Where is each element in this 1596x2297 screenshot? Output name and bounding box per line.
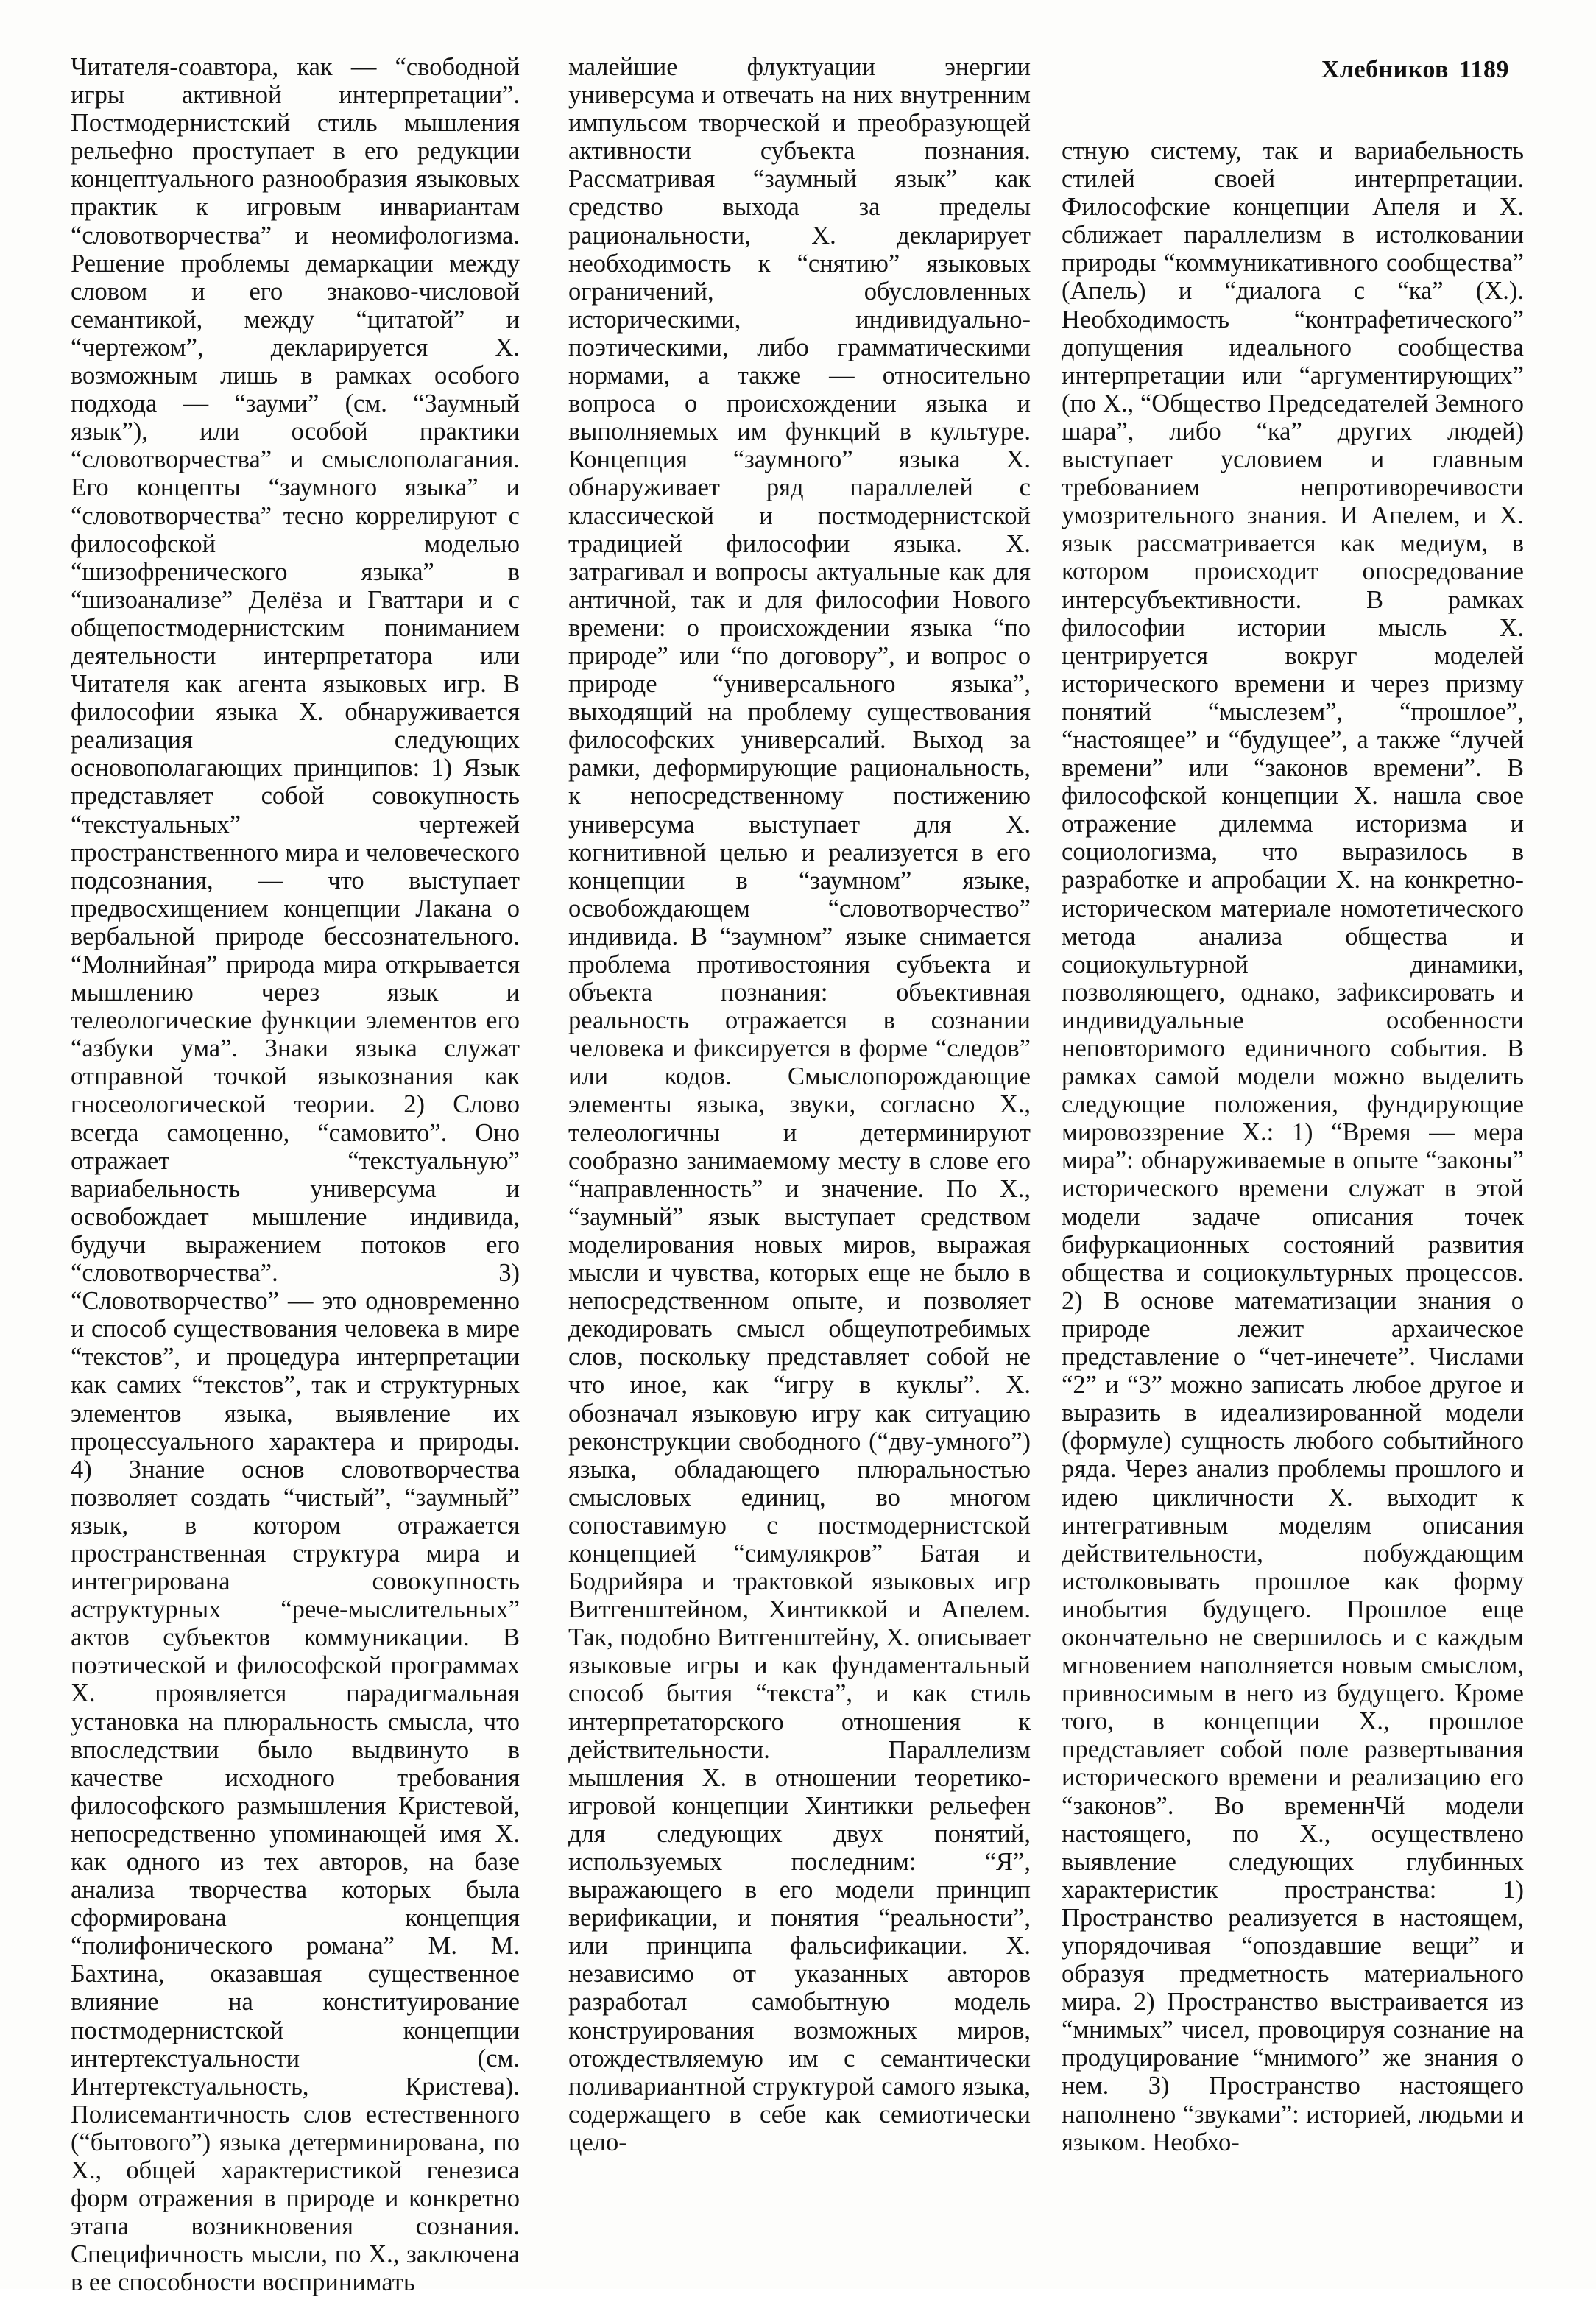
text-column-middle <box>568 53 1031 2156</box>
running-head <box>1321 56 1509 84</box>
column-text: Читателя-соавтора, как — “свободной игры активной интерпретации”. Постмодернистский стиль мышления рельефно проступает в его редукции концептуального разнообразия языковых практик к игровым инвариантам “словотворчества” и неомифологизма. Решение проблемы демаркации между словом и его знаково-числовой семантикой, между “цитатой” и “чертежом”, декларируется Х. возможным лишь в рамках особого подхода — “зауми” (см. “Заумный язык”), или особой практики “словотворчества” и смыслополагания. Его концепты “заумного языка” и “словотворчества” тесно коррелируют с философской моделью “шизофренического языка” в “шизоанализе” Делёза и Гваттари и с общепостмодернистским пониманием деятельности интерпретатора или Читателя как агента языковых игр. В философии языка Х. обнаруживается реализация следующих основополагающих принципов: 1) Язык представляет собой совокупность “текстуальных” чертежей пространственного мира и человеческого подсознания, — что выступает предвосхищением концепции Лакана о вербальной природе бессознательного. “Молнийная” природа мира открывается мышлению через язык и телеологические функции элементов его “азбуки ума”. Знаки языка служат отправной точкой языкознания как гносеологической теории. 2) Слово всегда самоценно, “самовито”. Оно отражает “текстуальную” вариабельность универсума и освобождает мышление индивида, будучи выражением потоков его “словотворчества”. 3) “Словотворчество” — это одновременно и способ существования человека в мире “текстов”, и процедура интерпретации как самих “текстов”, так и структурных элементов языка, выявление их процессуального характера и природы. 4) Знание основ словотворчества позволяет создать “чистый”, “заумный” язык, в котором отражается пространственная структура мира и интегрирована совокупность аструктурных “рече-мыслительных” актов субъектов коммуникации. В поэтической и философской программах Х. проявляется парадигмальная установка на плюральность смысла, что впоследствии было выдвинуто в качестве исходного требования философского размышления Кристевой, непосредственно упоминающей имя Х. как одного из тех авторов, на базе анализа творчества которых была сформирована концепция “полифонического романа” М. М. Бахтина, оказавшая существенное влияние на конституирование постмодернистской концепции интертекстуальности (см. Интертекстуальность, Кристева). Полисемантичность слов естественного (“бытового”) языка детерминирована, по Х., общей характеристикой генезиса форм отражения в природе и конкретно этапа возникновения сознания. Специфичность мысли, по Х., заключена в ее способности воспринимать <box>71 53 520 2297</box>
column-text: малейшие флуктуации энергии универсума и отвечать на них внутренним импульсом творческой и преобразующей активности субъекта познания. Рассматривая “заумный язык” как средство выхода за пределы рациональности, Х. декларирует необходимость к “снятию” языковых ограничений, обусловленных историческими, индивидуально-поэтическими, либо грамматическими нормами, а также — относительно вопроса о происхождении языка и выполняемых им функций в культуре. Концепция “заумного” языка Х. обнаруживает ряд параллелей с классической и постмодернистской традицией философии языка. Х. затрагивал и вопросы актуальные как для античной, так и для философии Нового времени: о происхождении языка “по природе” или “по договору”, и вопрос о природе “универсального языка”, выходящий на проблему существования философских универсалий. Выход за рамки, деформирующие рациональность, к непосредственному постижению универсума выступает для Х. когнитивной целью и реализуется в его концепции в “заумном” языке, освобождающем “словотворчество” индивида. В “заумном” языке снимается проблема противостояния субъекта и объекта познания: объективная реальность отражается в сознании человека и фиксируется в форме “следов” или кодов. Смыслопорождающие элементы языка, звуки, согласно Х., телеологичны и детерминируют сообразно занимаемому месту в слове его “направленность” и значение. По Х., “заумный” язык выступает средством моделирования новых миров, выражая мысли и чувства, которых еще не было в непосредственном опыте, и позволяет декодировать смысл общеупотребимых слов, поскольку представляет собой не что иное, как “игру в куклы”. Х. обозначал языковую игру как ситуацию реконструкции свободного (“дву-умного”) языка, обладающего плюральностью смысловых единиц, во многом сопоставимую с постмодернистской концепцией “симулякров” Батая и Бодрийяра и трактовкой языковых игр Витгенштейном, Хинтиккой и Апелем. Так, подобно Витгенштейну, Х. описывает языковые игры и как фундаментальный способ бытия “текста”, и как стиль интерпретаторского отношения к действительности. Параллелизм мышления Х. в отношении теоретико-игровой концепции Хинтикки рельефен для следующих двух понятий, используемых последним: “Я”, выражающего в его модели принцип верификации, и понятия “реальности”, или принципа фальсификации. Х. независимо от указанных авторов разработал самобытную модель конструирования возможных миров, отождествляемую им с семантически поливариантной структурой самого языка, содержащего в себе как семиотически цело- <box>568 53 1031 2156</box>
text-column-right <box>1062 137 1524 2156</box>
column-text: стную систему, так и вариабельность стилей своей интерпретации. Философские концепции Апеля и Х. сближает параллелизм в истолковании природы “коммуникативного сообщества” (Апель) и “диалога с “ка” (Х.). Необходимость “контрафетического” допущения идеального сообщества интерпретации или “аргументирующих” (по Х., “Общество Председателей Земного шара”, либо “ка” других людей) выступает условием и главным требованием непротиворечивости умозрительного знания. И Апелем, и Х. язык рассматривается как медиум, в котором происходит опосредование интерсубъективности. В рамках философии истории мысль Х. центрируется вокруг моделей исторического времени и через призму понятий “мыслезем”, “прошлое”, “настоящее” и “будущее”, а также “лучей времени” или “законов времени”. В философской концепции Х. нашла свое отражение дилемма историзма и социологизма, что выразилось в разработке и апробации Х. на конкретно-историческом материале номотетического метода анализа общества и социокультурной динамики, позволяющего, однако, зафиксировать и индивидуальные особенности неповторимого единичного события. В рамках самой модели можно выделить следующие положения, фундирующие мировоззрение Х.: 1) “Время — мера мира”: обнаруживаемые в опыте “законы” исторического времени служат в этой модели задаче описания точек бифуркационных состояний развития общества и социокультурных процессов. 2) В основе математизации знания о природе лежит архаическое представление о “чет-инечете”. Числами “2” и “3” можно записать любое другое и выразить в идеализированной модели (формуле) сущность любого событийного ряда. Через анализ проблемы прошлого и идею цикличности Х. выходит к интегративным моделям описания действительности, побуждающим истолковывать прошлое как форму инобытия будущего. Прошлое еще окончательно не свершилось и с каждым мгновением наполняется новым смыслом, привносимым в него из будущего. Кроме того, в концепции Х., прошлое представляет собой поле развертывания исторического времени и реализацию его “законов”. Во временнЧй модели настоящего, по Х., осуществлено выявление следующих глубинных характеристик пространства: 1) Пространство реализуется в настоящем, упорядочивая “опоздавшие вещи” и образуя предметность материального мира. 2) Пространство выстраивается из “мнимых” чисел, провоцируя сознание на продуцирование “мнимого” же знания о нем. 3) Пространство настоящего наполнено “звуками”: историей, людьми и языком. Необхо- <box>1062 137 1524 2156</box>
running-head-title: Хлебников <box>1321 56 1449 83</box>
text-column-left <box>71 53 520 2297</box>
page-number: 1189 <box>1458 56 1509 83</box>
